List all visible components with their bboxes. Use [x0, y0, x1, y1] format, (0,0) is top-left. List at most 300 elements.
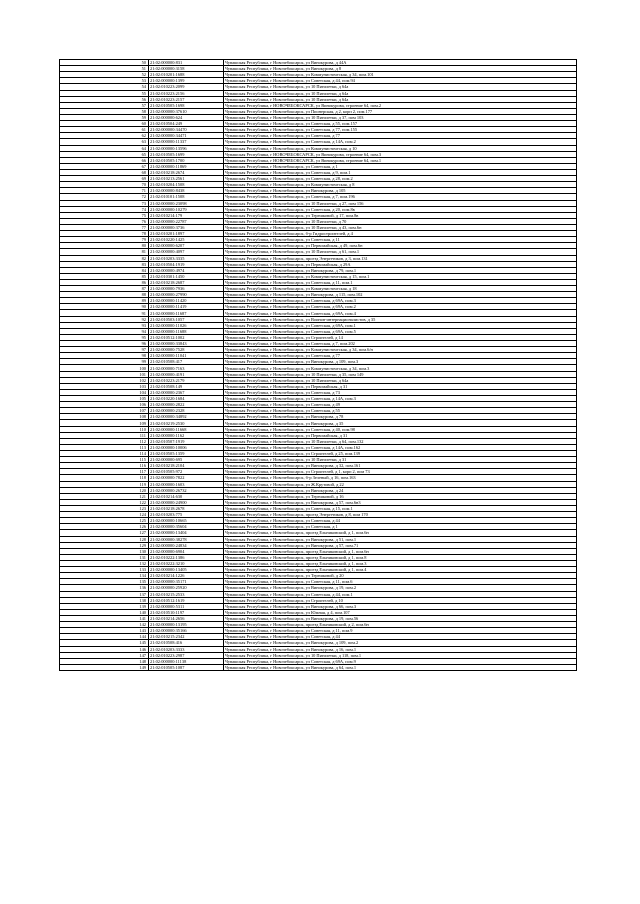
- row-number-cell: 120: [60, 487, 149, 493]
- row-number-cell: 139: [60, 603, 149, 609]
- address-cell: Чувашская Республика, г Новочебоксарск, ул Терешковой, д 20: [224, 573, 577, 579]
- row-number-cell: 94: [60, 328, 149, 334]
- cadastral-number-cell: 21:02:010223:2099: [149, 84, 224, 90]
- cadastral-number-cell: 21:02:010214:1226: [149, 573, 224, 579]
- address-cell: Чувашская Республика, г Новочебоксарск, ул Винокурова, д 24: [224, 487, 577, 493]
- table-body: [60, 60, 577, 671]
- cadastral-number-cell: 21:02:010220:1425: [149, 237, 224, 243]
- row-number-cell: 96: [60, 341, 149, 347]
- address-cell: Чувашская Республика, г Новочебоксарск, ул Советская, д 69А, пом.2: [224, 304, 577, 310]
- cadastral-number-cell: 21:02:000000:11419: [149, 304, 224, 310]
- address-cell: Чувашская Республика, г Новочебоксарск, ул Коммунистическая, д 8: [224, 182, 577, 188]
- address-cell: Чувашская Республика, г Новочебоксарск, ул Первомайская, д 31: [224, 383, 577, 389]
- address-cell: Чувашская Республика, г Новочебоксарск, ул Советская, д 7, пом.202: [224, 341, 577, 347]
- cadastral-number-cell: 21:02:010504:1919: [149, 261, 224, 267]
- cadastral-number-cell: 21:02:000000:26732: [149, 487, 224, 493]
- cadastral-number-cell: 21:02:000000:10665: [149, 518, 224, 524]
- row-number-cell: 116: [60, 463, 149, 469]
- address-cell: Чувашская Республика, г Новочебоксарск, ул 10 Пятилетки, д 31: [224, 457, 577, 463]
- address-cell: Чувашская Республика, г Новочебоксарск, ул Коммунистическая, д 34, пом.101: [224, 72, 577, 78]
- cadastral-number-cell: 21:02:000000:7528: [149, 347, 224, 353]
- address-cell: Чувашская Республика, г Новочебоксарск, ул Коммунистическая, д 15, пом.1: [224, 273, 577, 279]
- cadastral-number-cell: 21:02:000000:35604: [149, 524, 224, 530]
- address-cell: Чувашская Республика, г Новочебоксарск, ул 10 Пятилетки, д 70: [224, 218, 577, 224]
- address-cell: Чувашская Республика, г Новочебоксарск, ул Советская, д 44, пом.1: [224, 591, 577, 597]
- row-number-cell: 51: [60, 66, 149, 72]
- cadastral-number-cell: 21:02:010504:249: [149, 121, 224, 127]
- row-number-cell: 68: [60, 169, 149, 175]
- cadastral-number-cell: 21:02:010215:2342: [149, 634, 224, 640]
- row-number-cell: 54: [60, 84, 149, 90]
- address-cell: Чувашская Республика, г Новочебоксарск, ул Советская, д 77, пом.155: [224, 127, 577, 133]
- address-cell: Чувашская Республика, г Новочебоксарск, ул Строителей, д 10: [224, 597, 577, 603]
- cadastral-number-cell: 21:02:010301:1450: [149, 273, 224, 279]
- row-number-cell: 140: [60, 609, 149, 615]
- address-cell: Чувашская Республика, г Новочебоксарск, ул Советская, д 69А, пом.4: [224, 310, 577, 316]
- row-number-cell: 78: [60, 231, 149, 237]
- row-number-cell: 72: [60, 194, 149, 200]
- row-number-cell: 50: [60, 60, 149, 66]
- cadastral-number-cell: 21:02:000000:11688: [149, 328, 224, 334]
- address-cell: Чувашская Республика, г Новочебоксарск, ул Советская, д 44: [224, 518, 577, 524]
- address-cell: Чувашская Республика, г Новочебоксарск, ул Терешковой, д 17, пом.8в: [224, 212, 577, 218]
- cadastral-number-cell: 21:02:010213:2561: [149, 176, 224, 182]
- cadastral-number-cell: 21:02:000000:38278: [149, 536, 224, 542]
- row-number-cell: 58: [60, 108, 149, 114]
- address-cell: Чувашская Республика, г Новочебоксарск, ул Советская, д 15, пом.1: [224, 505, 577, 511]
- cadastral-number-cell: 21:02:000000:11668: [149, 426, 224, 432]
- address-cell: Чувашская Республика, г Новочебоксарск, ул Строителей, д 14: [224, 334, 577, 340]
- address-cell: Чувашская Республика, г Новочебоксарск, ул Советская, д 69А, пом.9: [224, 658, 577, 664]
- cadastral-number-cell: 21:02:000000:34471: [149, 133, 224, 139]
- cadastral-number-cell: 21:02:010510:1197: [149, 609, 224, 615]
- cadastral-number-cell: 21:02:000000:2367: [149, 389, 224, 395]
- cadastral-number-cell: 21:02:010223:2156: [149, 90, 224, 96]
- cadastral-number-cell: 21:02:010214:179: [149, 212, 224, 218]
- address-cell: Чувашская Республика, г Новочебоксарск, ул Строителей, д 25, пом.139: [224, 451, 577, 457]
- address-cell: Чувашская Республика, г Новочебоксарск, проезд Ельниковский, д 1, пом.3: [224, 560, 577, 566]
- address-cell: Чувашская Республика, г Новочебоксарск, ул Коммунистическая, д 34, пом.3: [224, 365, 577, 371]
- row-number-cell: 69: [60, 176, 149, 182]
- cadastral-number-cell: 21:02:000000:23098: [149, 200, 224, 206]
- cadastral-number-cell: 21:02:000000:1603: [149, 481, 224, 487]
- row-number-cell: 121: [60, 493, 149, 499]
- row-number-cell: 53: [60, 78, 149, 84]
- row-number-cell: 124: [60, 512, 149, 518]
- cadastral-number-cell: 21:02:000000:13405: [149, 567, 224, 573]
- address-cell: Чувашская Республика, г Новочебоксарск, ул Советская, д 55: [224, 408, 577, 414]
- address-cell: Чувашская Республика, г Новочебоксарск, ул Винокурова, д 109, пом.3: [224, 359, 577, 365]
- row-number-cell: 114: [60, 451, 149, 457]
- address-cell: Чувашская Республика, г Новочебоксарск, ул Советская, д 28, пом.2: [224, 176, 577, 182]
- cadastral-number-cell: 21:02:000000:6207: [149, 243, 224, 249]
- cadastral-number-cell: 21:02:000000:25920: [149, 585, 224, 591]
- row-number-cell: 106: [60, 402, 149, 408]
- cadastral-number-cell: 21:02:010219:2530: [149, 420, 224, 426]
- address-cell: Чувашская Республика, г Новочебоксарск, ул Советская, д 7, пом.196: [224, 194, 577, 200]
- row-number-cell: 74: [60, 206, 149, 212]
- row-number-cell: 147: [60, 652, 149, 658]
- address-cell: Чувашская Республика, г Новочебоксарск, ул Советская, д 69А, пом.5: [224, 328, 577, 334]
- address-cell: Чувашская Республика, г Новочебоксарск, ул Коммунистическая, д 18: [224, 286, 577, 292]
- cadastral-number-cell: 21:02:000000:10006: [149, 444, 224, 450]
- address-cell: Чувашская Республика, г Новочебоксарск, ул Винокурова, д 51, пом.1: [224, 536, 577, 542]
- row-number-cell: 84: [60, 267, 149, 273]
- cadastral-number-cell: 21:02:010201:1897: [149, 231, 224, 237]
- row-number-cell: 133: [60, 567, 149, 573]
- address-cell: Чувашская Республика, г Новочебоксарск, ул 10 Пятилетки, д 35, пом 149: [224, 371, 577, 377]
- row-number-cell: 125: [60, 518, 149, 524]
- row-number-cell: 52: [60, 72, 149, 78]
- address-cell: Чувашская Республика, г Новочебоксарск, ул Винокурова, д 109, пом.2: [224, 640, 577, 646]
- row-number-cell: 71: [60, 188, 149, 194]
- cadastral-number-cell: 21:02:000000:5311: [149, 603, 224, 609]
- cadastral-number-cell: 21:02:010203:775: [149, 512, 224, 518]
- cadastral-number-cell: 21:02:000000:11420: [149, 298, 224, 304]
- cadastral-number-cell: 21:02:000000:4974: [149, 267, 224, 273]
- cadastral-number-cell: 21:02:000000:6904: [149, 548, 224, 554]
- row-number-cell: 145: [60, 640, 149, 646]
- address-cell: Чувашская Республика, г Новочебоксарск, проезд Энергетиков, д 3, пом.131: [224, 255, 577, 261]
- address-cell: Чувашская Республика, г Новочебоксарск, ул Первомайская, д 31: [224, 432, 577, 438]
- address-cell: Чувашская Республика, г Новочебоксарск, ул Советская, д 44, пом.94: [224, 78, 577, 84]
- row-number-cell: 80: [60, 243, 149, 249]
- row-number-cell: 108: [60, 414, 149, 420]
- row-number-cell: 143: [60, 628, 149, 634]
- row-number-cell: 107: [60, 408, 149, 414]
- address-cell: Чувашская Республика, г Новочебоксарск, ул Советская, д 77: [224, 133, 577, 139]
- row-number-cell: 129: [60, 542, 149, 548]
- row-number-cell: 76: [60, 218, 149, 224]
- row-number-cell: 57: [60, 102, 149, 108]
- cadastral-number-cell: 21:02:010204:1508: [149, 182, 224, 188]
- cadastral-number-cell: 21:02:000000:13596: [149, 145, 224, 151]
- cadastral-number-cell: 21:02:000000:34892: [149, 414, 224, 420]
- row-number-cell: 82: [60, 255, 149, 261]
- row-number-cell: 66: [60, 157, 149, 163]
- address-cell: Чувашская Республика, г Новочебоксарск, проезд Ельниковский, д 1, пом.4: [224, 567, 577, 573]
- address-cell: Чувашская Республика, г Новочебоксарск, ул Советская, д 11: [224, 237, 577, 243]
- cadastral-number-cell: 21:02:010505:1087: [149, 664, 224, 670]
- cadastral-number-cell: 21:02:000000:11026: [149, 322, 224, 328]
- cadastral-number-cell: 21:02:010223:2179: [149, 377, 224, 383]
- cadastral-number-cell: 21:02:010218:2678: [149, 505, 224, 511]
- cadastral-number-cell: 21:02:000000:24900: [149, 499, 224, 505]
- row-number-cell: 117: [60, 469, 149, 475]
- cadastral-number-cell: 21:02:010508:417: [149, 359, 224, 365]
- row-number-cell: 89: [60, 298, 149, 304]
- address-cell: Чувашская Республика, г Новочебоксарск, ул Советская, д 11, пом.1: [224, 279, 577, 285]
- row-number-cell: 77: [60, 224, 149, 230]
- cadastral-number-cell: 21:02:010215:2533: [149, 591, 224, 597]
- address-cell: Чувашская Республика, г Новочебоксарск, ул Винокурова, д 78: [224, 414, 577, 420]
- cadastral-number-cell: 21:02:010505:1700: [149, 157, 224, 163]
- address-cell: Чувашская Республика, г Новочебоксарск, ул Первомайская, д 29А: [224, 261, 577, 267]
- cadastral-number-cell: 21:02:010512:1619: [149, 597, 224, 603]
- row-number-cell: 98: [60, 353, 149, 359]
- row-number-cell: 79: [60, 237, 149, 243]
- cadastral-number-cell: 21:02:010203:3335: [149, 255, 224, 261]
- address-cell: Чувашская Республика, г Новочебоксарск, ул Винокурова, д 57, пом.6н3: [224, 499, 577, 505]
- cadastral-number-cell: 21:02:000000:4191: [149, 371, 224, 377]
- cadastral-number-cell: 21:02:000000:1399: [149, 78, 224, 84]
- row-number-cell: 85: [60, 273, 149, 279]
- row-number-cell: 103: [60, 383, 149, 389]
- row-number-cell: 60: [60, 121, 149, 127]
- row-number-cell: 115: [60, 457, 149, 463]
- cadastral-number-cell: 21:02:000000:7163: [149, 365, 224, 371]
- cadastral-number-cell: 21:02:010214:630: [149, 493, 224, 499]
- cadastral-number-cell: 21:02:000000:11337: [149, 139, 224, 145]
- address-cell: Чувашская Республика, г Новочебоксарск, ул Строителей, д 1, корп 2, пом 73: [224, 469, 577, 475]
- cadastral-number-cell: 21:02:000000:11138: [149, 658, 224, 664]
- cadastral-number-cell: 21:02:000000:695: [149, 457, 224, 463]
- address-cell: Чувашская Республика, г Новочебоксарск, ул Советская, д 20, пом.8в: [224, 206, 577, 212]
- row-number-cell: 128: [60, 536, 149, 542]
- row-number-cell: 97: [60, 347, 149, 353]
- row-number-cell: 61: [60, 127, 149, 133]
- cadastral-number-cell: 21:02:000000:10279: [149, 206, 224, 212]
- cadastral-number-cell: 21:02:010218:2104: [149, 463, 224, 469]
- row-number-cell: 64: [60, 145, 149, 151]
- row-number-cell: 83: [60, 261, 149, 267]
- address-cell: Чувашская Республика, г Новочебоксарск, ул Советская, д 1: [224, 163, 577, 169]
- address-cell: Чувашская Республика, г Новочебоксарск, ул Винокурова, д 44А: [224, 60, 577, 66]
- address-cell: Чувашская Республика, г Новочебоксарск, ул Винокурова, д 105: [224, 188, 577, 194]
- cadastral-number-cell: 21:02:000000:24834: [149, 542, 224, 548]
- cadastral-number-cell: 21:02:010505:1359: [149, 451, 224, 457]
- row-number-cell: 146: [60, 646, 149, 652]
- row-number-cell: 118: [60, 475, 149, 481]
- row-number-cell: 59: [60, 114, 149, 120]
- document-table: [59, 59, 577, 671]
- cadastral-number-cell: 21:02:000000:37610: [149, 108, 224, 114]
- address-cell: Чувашская Республика, г Новочебоксарск, ул Советская, д 40, пом.98: [224, 426, 577, 432]
- row-number-cell: 67: [60, 163, 149, 169]
- row-number-cell: 123: [60, 505, 149, 511]
- address-cell: Чувашская Республика, г Новочебоксарск, ул Винокурова, д 19, пом.2: [224, 585, 577, 591]
- row-number-cell: 135: [60, 579, 149, 585]
- cadastral-number-cell: 21:02:010508:416: [149, 640, 224, 646]
- row-number-cell: 65: [60, 151, 149, 157]
- row-number-cell: 73: [60, 200, 149, 206]
- cadastral-number-cell: 21:02:000000:3736: [149, 224, 224, 230]
- address-cell: Чувашская Республика, г Новочебоксарск, ул Советская, д 77: [224, 353, 577, 359]
- row-number-cell: 56: [60, 96, 149, 102]
- address-cell: Чувашская Республика, г Новочебоксарск, проезд Ельниковский, д 1, пом.6н: [224, 548, 577, 554]
- cadastral-number-cell: 21:02:010505:1698: [149, 102, 224, 108]
- address-cell: Чувашская Республика, г Новочебоксарск, ул Советская, д 14А, пом.162: [224, 444, 577, 450]
- address-cell: Чувашская Республика, г Новочебоксарск, проезд Ельниковский, д 1, пом.6н: [224, 530, 577, 536]
- row-number-cell: 148: [60, 658, 149, 664]
- row-number-cell: 81: [60, 249, 149, 255]
- cadastral-number-cell: 21:02:010503:1057: [149, 316, 224, 322]
- cadastral-number-cell: 21:02:000000:7936: [149, 286, 224, 292]
- cadastral-number-cell: 21:02:010101:1508: [149, 194, 224, 200]
- table-row: [60, 664, 577, 670]
- address-cell: Чувашская Республика, г Новочебоксарск, ул 10 Пятилетки, д 43, пом.6н: [224, 224, 577, 230]
- address-cell: Чувашская Республика, г Новочебоксарск, б-р Гидростроителей, д 4: [224, 231, 577, 237]
- row-number-cell: 138: [60, 597, 149, 603]
- address-cell: Чувашская Республика, г Новочебоксарск, ул Первомайская, д 49, пом.6н: [224, 243, 577, 249]
- row-number-cell: 86: [60, 279, 149, 285]
- row-number-cell: 101: [60, 371, 149, 377]
- row-number-cell: 105: [60, 396, 149, 402]
- address-cell: Чувашская Республика, г Новочебоксарск, ул Ж.Крутовой, д 22: [224, 481, 577, 487]
- cadastral-number-cell: 21:02:000000:8438: [149, 188, 224, 194]
- row-number-cell: 130: [60, 548, 149, 554]
- row-number-cell: 136: [60, 585, 149, 591]
- cadastral-number-cell: 21:02:010218:2674: [149, 169, 224, 175]
- address-cell: Чувашская Республика, г Новочебоксарск, ул Советская, д 9, пом.1: [224, 169, 577, 175]
- address-cell: Чувашская Республика, г НОВОЧЕБОКСАРСК, ул Винокурова, строение 64, пом.3: [224, 151, 577, 157]
- row-number-cell: 132: [60, 560, 149, 566]
- address-cell: Чувашская Республика, г Новочебоксарск, проезд Ельниковский, д 2, пом.6н: [224, 622, 577, 628]
- row-number-cell: 62: [60, 133, 149, 139]
- cadastral-number-cell: 21:02:000000:624: [149, 114, 224, 120]
- address-cell: Чувашская Республика, г Новочебоксарск, ул Винокурова, д 16, пом.1: [224, 646, 577, 652]
- cadastral-number-cell: 21:02:010505:1699: [149, 151, 224, 157]
- cadastral-number-cell: 21:02:010512:1002: [149, 334, 224, 340]
- address-cell: Чувашская Республика, г Новочебоксарск, ул Советская, д 11, пом.9: [224, 628, 577, 634]
- cadastral-number-cell: 21:02:000000:11869: [149, 163, 224, 169]
- row-number-cell: 122: [60, 499, 149, 505]
- cadastral-number-cell: 21:02:000000:13195: [149, 622, 224, 628]
- row-number-cell: 91: [60, 310, 149, 316]
- row-number-cell: 126: [60, 524, 149, 530]
- row-number-cell: 119: [60, 481, 149, 487]
- row-number-cell: 102: [60, 377, 149, 383]
- address-cell: Чувашская Республика, г Новочебоксарск, ул Советская, д 69А, пом.1: [224, 322, 577, 328]
- row-number-cell: 109: [60, 420, 149, 426]
- row-number-cell: 104: [60, 389, 149, 395]
- address-cell: Чувашская Республика, г Новочебоксарск, ул 10 Пятилетки, д 61, пом.1: [224, 249, 577, 255]
- address-cell: Чувашская Республика, г Новочебоксарск, ул Винокурова, д 8: [224, 66, 577, 72]
- cadastral-number-cell: 21:02:000000:2822: [149, 402, 224, 408]
- row-number-cell: 95: [60, 334, 149, 340]
- address-cell: Чувашская Республика, г Новочебоксарск, ул Винокурова, д 19, пом.56: [224, 615, 577, 621]
- address-cell: Чувашская Республика, г Новочебоксарск, ул Советская, д 44: [224, 634, 577, 640]
- cadastral-number-cell: 21:02:010505:972: [149, 469, 224, 475]
- row-number-cell: 113: [60, 444, 149, 450]
- cadastral-number-cell: 21:02:010201:1688: [149, 72, 224, 78]
- address-cell: Чувашская Республика, г Новочебоксарск, ул Воинов-интернационалистов, д 35: [224, 316, 577, 322]
- address-cell: Чувашская Республика, г Новочебоксарск, ул Винокурова, д 32, пом.161: [224, 463, 577, 469]
- address-cell: Чувашская Республика, г Новочебоксарск, ул Советская, д 69А, пом.3: [224, 298, 577, 304]
- row-number-cell: 149: [60, 664, 149, 670]
- cadastral-number-cell: 21:02:010220:1684: [149, 396, 224, 402]
- cadastral-number-cell: 21:02:000000:7822: [149, 475, 224, 481]
- address-cell: Чувашская Республика, г Новочебоксарск, проезд Ельниковский, д 1, пом.8: [224, 554, 577, 560]
- cadastral-number-cell: 21:02:000000:3158: [149, 66, 224, 72]
- cadastral-number-cell: 21:02:010223:2987: [149, 652, 224, 658]
- cadastral-number-cell: 21:02:000000:34470: [149, 127, 224, 133]
- row-number-cell: 141: [60, 615, 149, 621]
- address-cell: Чувашская Республика, г Новочебоксарск, ул Винокурова, д 57, пом.71: [224, 542, 577, 548]
- row-number-cell: 142: [60, 622, 149, 628]
- row-number-cell: 70: [60, 182, 149, 188]
- address-cell: Чувашская Республика, г Новочебоксарск, ул Винокурова, д 66, пом.3: [224, 603, 577, 609]
- row-number-cell: 111: [60, 432, 149, 438]
- row-number-cell: 99: [60, 359, 149, 365]
- cadastral-number-cell: 21:02:000000:22787: [149, 218, 224, 224]
- address-cell: Чувашская Республика, г Новочебоксарск, б-р Зеленый, д 16, пом.163: [224, 475, 577, 481]
- cadastral-number-cell: 21:02:010218:2687: [149, 279, 224, 285]
- cadastral-number-cell: 21:02:000000:35166: [149, 628, 224, 634]
- address-cell: Чувашская Республика, г Новочебоксарск, ул 10 Пятилетки, д 64, пом.132: [224, 438, 577, 444]
- row-number-cell: 90: [60, 304, 149, 310]
- address-cell: Чувашская Республика, г Новочебоксарск, ул Советская, д 14А, пом.3: [224, 396, 577, 402]
- address-cell: Чувашская Республика, г НОВОЧЕБОКСАРСК, ул Винокурова, строение 64, пом.2: [224, 102, 577, 108]
- address-cell: Чувашская Республика, г Новочебоксарск, ул Советская, д 1: [224, 524, 577, 530]
- row-number-cell: 127: [60, 530, 149, 536]
- row-number-cell: 100: [60, 365, 149, 371]
- row-number-cell: 93: [60, 322, 149, 328]
- address-cell: Чувашская Республика, г Новочебоксарск, ул Коммунистическая, д 34, пом.6/н: [224, 347, 577, 353]
- row-number-cell: 55: [60, 90, 149, 96]
- row-number-cell: 88: [60, 292, 149, 298]
- cadastral-number-cell: 21:02:010222:1386: [149, 554, 224, 560]
- row-number-cell: 144: [60, 634, 149, 640]
- cadastral-number-cell: 21:02:000000:27990: [149, 292, 224, 298]
- cadastral-number-cell: 21:02:000000:1162: [149, 432, 224, 438]
- address-cell: Чувашская Республика, г Новочебоксарск, ул 10 Пятилетки, д 27, пом 156: [224, 200, 577, 206]
- address-cell: Чувашская Республика, г Новочебоксарск, ул 10 Пятилетки, д 64а: [224, 377, 577, 383]
- cadastral-number-cell: 21:02:010214:2656: [149, 615, 224, 621]
- cadastral-number-cell: 21:02:010508:149: [149, 383, 224, 389]
- row-number-cell: 112: [60, 438, 149, 444]
- row-number-cell: 131: [60, 554, 149, 560]
- row-number-cell: 75: [60, 212, 149, 218]
- row-number-cell: 92: [60, 316, 149, 322]
- address-cell: Чувашская Республика, г Новочебоксарск, ул Винокурова, д 115, пом.102: [224, 292, 577, 298]
- address-cell: Чувашская Республика, г Новочебоксарск, ул 10 Пятилетки, д 64а: [224, 96, 577, 102]
- cadastral-number-cell: 21:02:000000:831: [149, 60, 224, 66]
- cadastral-number-cell: 21:02:010222:3210: [149, 560, 224, 566]
- address-cell: Чувашская Республика, г Новочебоксарск, ул Коммунистическая, д 10: [224, 145, 577, 151]
- address-cell: Чувашская Республика, г Новочебоксарск, проезд Энергетиков, д 8, пом 170: [224, 512, 577, 518]
- address-cell: Чувашская Республика, г Новочебоксарск, ул 10 Пятилетки, д 118, пом.1: [224, 652, 577, 658]
- address-cell: Чувашская Республика, г Новочебоксарск, ул Советская, д 73: [224, 389, 577, 395]
- cadastral-number-cell: 21:02:000000:35171: [149, 579, 224, 585]
- row-number-cell: 137: [60, 591, 149, 597]
- address-cell: Чувашская Республика, г НОВОЧЕБОКСАРСК, ул Винокурова, строение 64, пом.1: [224, 157, 577, 163]
- cadastral-number-cell: 21:02:000000:33843: [149, 341, 224, 347]
- cadastral-number-cell: 21:02:010203:3333: [149, 646, 224, 652]
- cadastral-number-cell: 21:02:000000:4097: [149, 249, 224, 255]
- address-cell: Чувашская Республика, г Новочебоксарск, ул Советская, д 11, пом.6: [224, 579, 577, 585]
- cadastral-number-cell: 21:02:000000:11041: [149, 353, 224, 359]
- cadastral-number-cell: 21:02:010507:1919: [149, 438, 224, 444]
- cadastral-number-cell: 21:02:000000:13404: [149, 530, 224, 536]
- address-cell: Чувашская Республика, г Новочебоксарск, ул Винокурова, д 35: [224, 420, 577, 426]
- row-number-cell: 87: [60, 286, 149, 292]
- address-cell: Чувашская Республика, г Новочебоксарск, ул Советская, д 14А, пом.2: [224, 139, 577, 145]
- address-cell: Чувашская Республика, г Новочебоксарск, ул Винокурова, д 64, пом.1: [224, 664, 577, 670]
- address-cell: Чувашская Республика, г Новочебоксарск, ул 10 Пятилетки, д 64а: [224, 90, 577, 96]
- address-cell: Чувашская Республика, г Новочебоксарск, ул Винокурова, д 79, пом.1: [224, 267, 577, 273]
- address-cell: Чувашская Республика, г Новочебоксарск, ул 10 Пятилетки, д 64а: [224, 84, 577, 90]
- address-cell: Чувашская Республика, г Новочебоксарск, ул Терешковой, д 16: [224, 493, 577, 499]
- row-number-cell: 134: [60, 573, 149, 579]
- address-cell: Чувашская Республика, г Новочебоксарск, ул Южная, д 4, пом.107: [224, 609, 577, 615]
- address-cell: Чувашская Республика, г Новочебоксарск, ул Пионерская, д 2, корп 2, пом.177: [224, 108, 577, 114]
- address-cell: Чувашская Республика, г Новочебоксарск, ул 10 Пятилетки, д 37, пом 103: [224, 114, 577, 120]
- cadastral-number-cell: 21:02:000000:11687: [149, 310, 224, 316]
- address-cell: Чувашская Республика, г Новочебоксарск, ул Советская, д 49: [224, 402, 577, 408]
- row-number-cell: 63: [60, 139, 149, 145]
- address-cell: Чувашская Республика, г Новочебоксарск, ул Советская, д 55, пом.157: [224, 121, 577, 127]
